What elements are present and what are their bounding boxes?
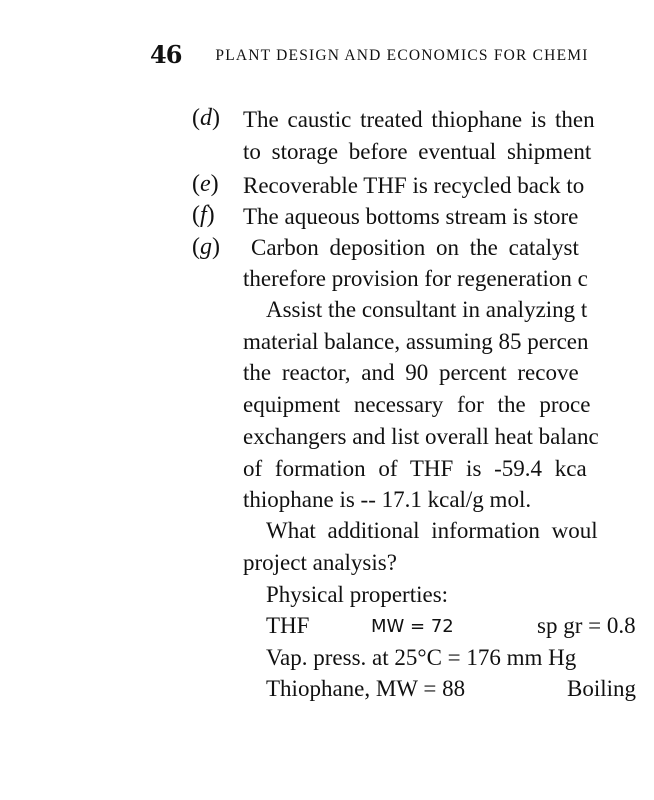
properties-heading: Physical properties:	[266, 582, 449, 607]
running-title: PLANT DESIGN AND ECONOMICS FOR CHEMI	[215, 47, 589, 64]
page-header	[150, 40, 589, 69]
paragraph-1-line-6: of formation of THF is -59.4 kca	[243, 456, 587, 481]
item-e-line-1: Recoverable THF is recycled back to	[243, 173, 585, 198]
item-d-line-2: to storage before eventual shipment	[243, 139, 592, 164]
item-d-line-1: The caustic treated thiophane is then	[243, 107, 595, 132]
item-label-d: (d)	[192, 105, 220, 131]
page-number: 46	[150, 40, 182, 69]
paragraph-1-line-5: exchangers and list overall heat balanc	[243, 424, 599, 449]
thiophane-molecular-weight: Thiophane, MW = 88	[266, 676, 466, 701]
item-label-g: (g)	[192, 234, 220, 260]
item-g-line-1: Carbon deposition on the catalyst	[251, 235, 579, 260]
item-label-f: (f)	[192, 202, 215, 228]
paragraph-1-line-2: material balance, assuming 85 percen	[243, 329, 589, 354]
paragraph-2-line-2: project analysis?	[243, 550, 397, 575]
boiling-point-label: Boiling	[567, 676, 637, 701]
paragraph-1-line-1: Assist the consultant in analyzing t	[266, 297, 588, 322]
thf-name: THF	[266, 613, 310, 638]
item-label-e: (e)	[192, 171, 219, 197]
paragraph-1-line-4: equipment necessary for the proce	[243, 392, 591, 417]
item-f-line-1: The aqueous bottoms stream is store	[243, 204, 579, 229]
paragraph-1-line-3: the reactor, and 90 percent recove	[243, 360, 579, 385]
paragraph-2-line-1: What additional information woul	[266, 518, 598, 543]
vapor-pressure: Vap. press. at 25°C = 176 mm Hg	[266, 645, 577, 670]
thf-molecular-weight: MW = 72	[371, 616, 454, 637]
paragraph-1-line-7: thiophane is -- 17.1 kcal/g mol.	[243, 487, 532, 512]
item-g-line-2: therefore provision for regeneration c	[243, 266, 588, 291]
thf-specific-gravity: sp gr = 0.8	[537, 613, 636, 638]
